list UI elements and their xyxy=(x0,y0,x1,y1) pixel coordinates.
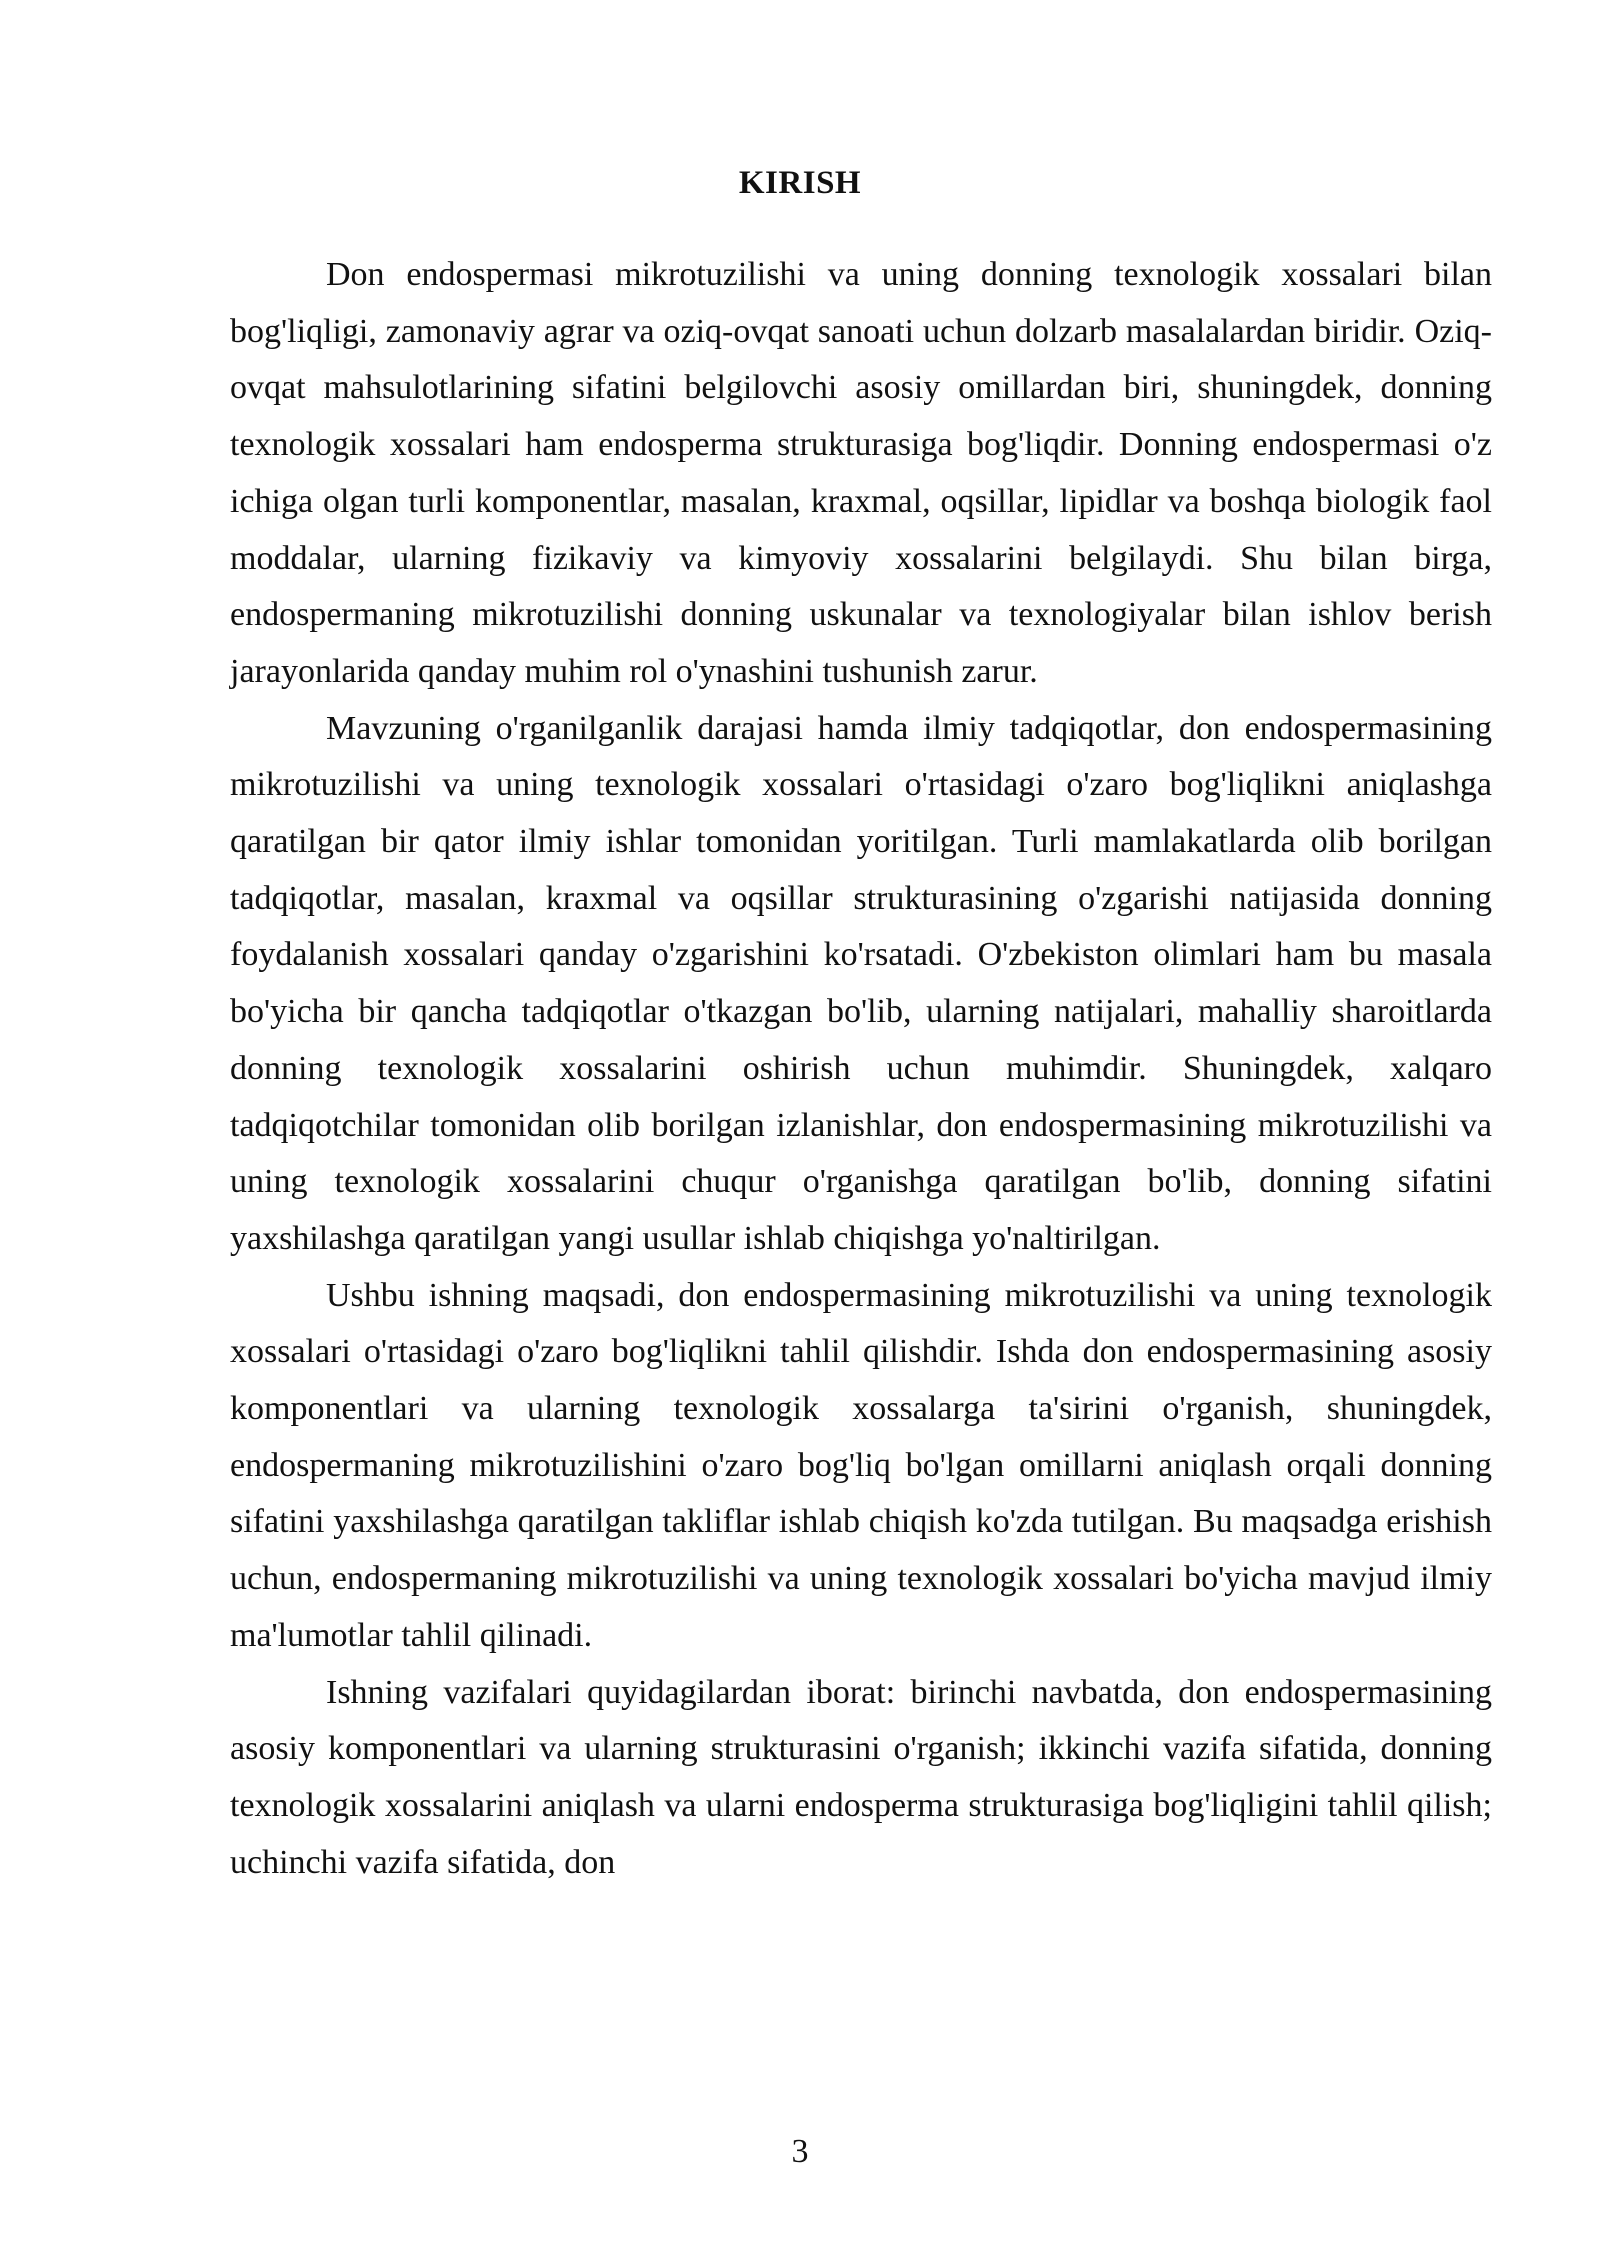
paragraph-study-level: Mavzuning o'rganilganlik darajasi hamda ilmiy tadqiqotlar, don endospermasining mikrotuzilishi va uning texnologik xossalari o'rtasidagi o'zaro bog'liqlikni aniqlashga qaratilgan bir qator ilmiy ishlar tomonidan yoritilgan. Turli mamlakatlarda olib borilgan tadqiqotlar, masalan, kraxmal va oqsillar strukturasining o'zgarishi natijasida donning foydalanish xossalari qanday o'zgarishini ko'rsatadi. O'zbekiston olimlari ham bu masala bo'yicha bir qancha tadqiqotlar o'tkazgan bo'lib, ularning natijalari, mahalliy sharoitlarda donning texnologik xossalarini oshirish uchun muhimdir. Shuningdek, xalqaro tadqiqotchilar tomonidan olib borilgan izlanishlar, don endospermasining mikrotuzilishi va uning texnologik xossalarini chuqur o'rganishga qaratilgan bo'lib, donning sifatini yaxshilashga qaratilgan yangi usullar ishlab chiqishga yo'naltirilgan. xyxy=(230,709,1492,1257)
paragraph-goal: Ushbu ishning maqsadi, don endospermasining mikrotuzilishi va uning texnologik xossalari o'rtasidagi o'zaro bog'liqlikni tahlil qilishdir. Ishda don endospermasining asosiy komponentlari va ularning texnologik xossalarga ta'sirini o'rganish, shuningdek, endospermaning mikrotuzilishini o'zaro bog'liq bo'lgan omillarni aniqlash orqali donning sifatini yaxshilashga qaratilgan takliflar ishlab chiqish ko'zda tutilgan. Bu maqsadga erishish uchun, endospermaning mikrotuzilishi va uning texnologik xossalari bo'yicha mavjud ilmiy ma'lumotlar tahlil qilinadi. xyxy=(230,1276,1492,1654)
paragraph-intro: Don endospermasi mikrotuzilishi va uning donning texnologik xossalari bilan bog'liqligi, zamonaviy agrar va oziq-ovqat sanoati uchun dolzarb masalalardan biridir. Oziq-ovqat mahsulotlarining sifatini belgilovchi asosiy omillardan biri, shuningdek, donning texnologik xossalari ham endosperma strukturasiga bog'liqdir. Donning endospermasi o'z ichiga olgan turli komponentlar, masalan, kraxmal, oqsillar, lipidlar va boshqa biologik faol moddalar, ularning fizikaviy va kimyoviy xossalarini belgilaydi. Shu bilan birga, endospermaning mikrotuzilishi donning uskunalar va texnologiyalar bilan ishlov berish jarayonlarida qanday muhim rol o'ynashini tushunish zarur. xyxy=(230,256,1492,690)
body-text xyxy=(230,247,1492,1891)
section-title: KIRISH xyxy=(738,165,862,201)
page-number: 3 xyxy=(791,2133,809,2170)
paragraph-tasks: Ishning vazifalari quyidagilardan iborat: birinchi navbatda, don endospermasining asosiy komponentlari va ularning strukturasini o'rganish; ikkinchi vazifa sifatida, donning texnologik xossalarini aniqlash va ularni endosperma strukturasiga bog'liqligini tahlil qilish; uchinchi vazifa sifatida, don xyxy=(230,1673,1492,1881)
